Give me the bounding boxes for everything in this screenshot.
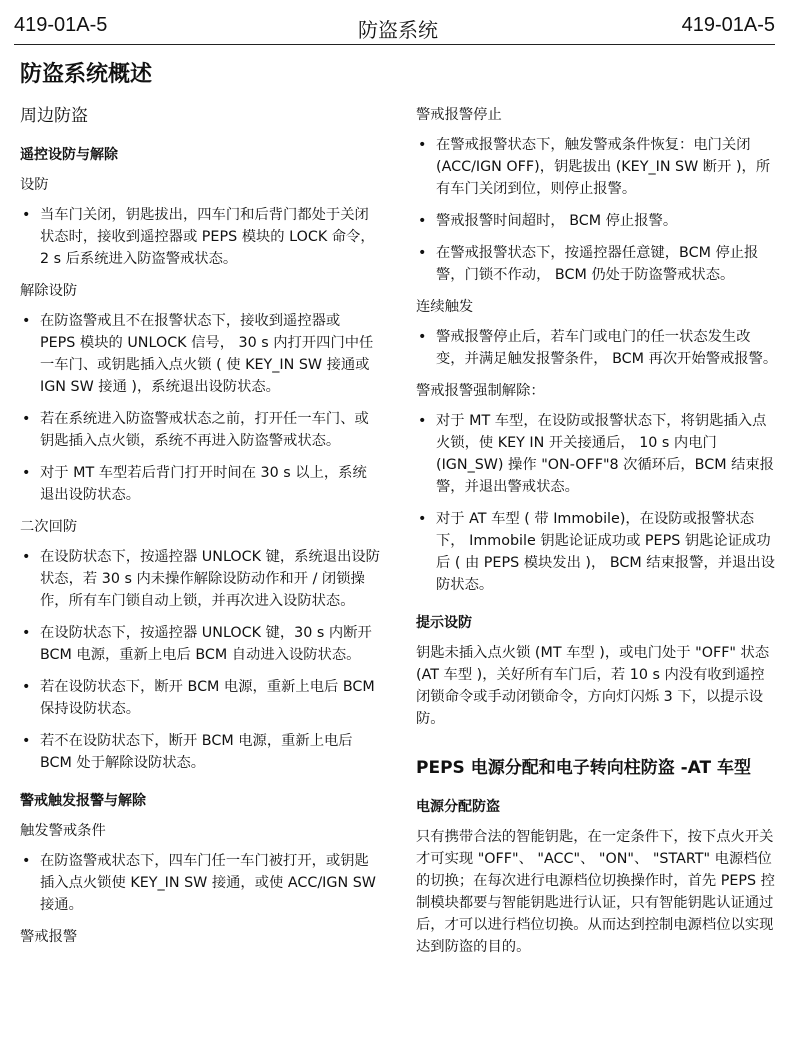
right-column bbox=[416, 104, 778, 968]
list-item: • 对于 AT 车型 ( 带 Immobile)，在设防或报警状态下， Immobile 钥匙论证成功或 PEPS 钥匙论证成功后 ( 由 PEPS 模块发出 )， BCM 结束报警，并退出设防状态。 bbox=[416, 508, 778, 596]
force-release-heading: 警戒报警强制解除： bbox=[416, 383, 545, 399]
alarm-heading: 警戒报警 bbox=[20, 929, 78, 945]
left-column bbox=[20, 104, 380, 956]
list-item: • 警戒报警时间超时， BCM 停止报警。 bbox=[416, 210, 778, 232]
list-item: • 在警戒报警状态下，按遥控器任意键，BCM 停止报警，门锁不作动， BCM 仍处于防盗警戒状态。 bbox=[416, 242, 778, 286]
header-section-title: 防盗系统 bbox=[358, 20, 438, 42]
hint-heading: 提示设防 bbox=[416, 615, 472, 631]
list-item: • 当车门关闭，钥匙拔出，四车门和后背门都处于关闭状态时，接收到遥控器或 PEPS 模块的 LOCK 命令，2 s 后系统进入防盗警戒状态。 bbox=[20, 204, 380, 270]
list-item: • 对于 MT 车型若后背门打开时间在 30 s 以上，系统退出设防状态。 bbox=[20, 462, 380, 506]
list-item: • 在设防状态下，按遥控器 UNLOCK 键，系统退出设防状态，若 30 s 内未操作解除设防动作和开 / 闭锁操作，所有车门锁自动上锁，并再次进入设防状态。 bbox=[20, 546, 380, 612]
rearm-heading: 二次回防 bbox=[20, 519, 78, 535]
section-heading: 周边防盗 bbox=[20, 106, 88, 126]
trigger-heading: 触发警戒条件 bbox=[20, 823, 106, 839]
list-item: • 对于 MT 车型，在设防或报警状态下，将钥匙插入点火锁，使 KEY IN 开关接通后， 10 s 内电门 (IGN_SW) 操作 "ON-OFF"8 次循环后，BCM 结束报警，并退出警戒状态。 bbox=[416, 410, 778, 498]
page-number-right: 419-01A-5 bbox=[681, 14, 775, 36]
header-rule bbox=[14, 44, 775, 45]
stop-heading: 警戒报警停止 bbox=[416, 107, 502, 123]
list-item: • 若在设防状态下，断开 BCM 电源，重新上电后 BCM 保持设防状态。 bbox=[20, 676, 380, 720]
list-item: • 警戒报警停止后，若车门或电门的任一状态发生改变，并满足触发报警条件， BCM 再次开始警戒报警。 bbox=[416, 326, 778, 370]
list-item: • 在警戒报警状态下，触发警戒条件恢复：电门关闭 (ACC/IGN OFF)，钥匙拔出 (KEY_IN SW 断开 )，所有车门关闭到位，则停止报警。 bbox=[416, 134, 778, 200]
list-item: • 在防盗警戒且不在报警状态下，接收到遥控器或 PEPS 模块的 UNLOCK 信号， 30 s 内打开四门中任一车门、或钥匙插入点火锁 ( 使 KEY_IN SW 接通或 IGN SW 接通 )，系统退出设防状态。 bbox=[20, 310, 380, 398]
page-title: 防盗系统概述 bbox=[20, 62, 153, 87]
list-item: • 在设防状态下，按遥控器 UNLOCK 键，30 s 内断开 BCM 电源，重新上电后 BCM 自动进入设防状态。 bbox=[20, 622, 380, 666]
list-item: • 若在系统进入防盗警戒状态之前，打开任一车门、或钥匙插入点火锁，系统不再进入防盗警戒状态。 bbox=[20, 408, 380, 452]
page-header bbox=[0, 0, 789, 44]
list-item: • 若不在设防状态下，断开 BCM 电源，重新上电后 BCM 处于解除设防状态。 bbox=[20, 730, 380, 774]
peps-section-heading: PEPS 电源分配和电子转向柱防盗 -AT 车型 bbox=[416, 758, 752, 778]
arm-heading: 设防 bbox=[20, 177, 49, 193]
page-number-left: 419-01A-5 bbox=[14, 14, 108, 36]
subheading-remote: 遥控设防与解除 bbox=[20, 147, 118, 163]
disarm-heading: 解除设防 bbox=[20, 283, 78, 299]
hint-paragraph: 钥匙未插入点火锁 (MT 车型 )，或电门处于 "OFF" 状态 (AT 车型 )，关好所有车门后，若 10 s 内没有收到遥控闭锁命令或手动闭锁命令，方向灯闪烁 3 下，以提示设防。 bbox=[416, 645, 770, 727]
power-paragraph: 只有携带合法的智能钥匙，在一定条件下，按下点火开关才可实现 "OFF"、 "ACC"、 "ON"、 "START" 电源档位的切换；在每次进行电源档位切换操作时，首先 PEPS 控制模块都要与智能钥匙进行认证，只有智能钥匙认证通过后，才可以进行档位切换。从而达到控制电源档位以实现达到防盗的目的。 bbox=[416, 829, 775, 955]
subheading-trigger: 警戒触发报警与解除 bbox=[20, 793, 146, 809]
power-heading: 电源分配防盗 bbox=[416, 799, 500, 815]
continuous-heading: 连续触发 bbox=[416, 299, 474, 315]
list-item: • 在防盗警戒状态下，四车门任一车门被打开，或钥匙插入点火锁使 KEY_IN SW 接通，或使 ACC/IGN SW 接通。 bbox=[20, 850, 380, 916]
